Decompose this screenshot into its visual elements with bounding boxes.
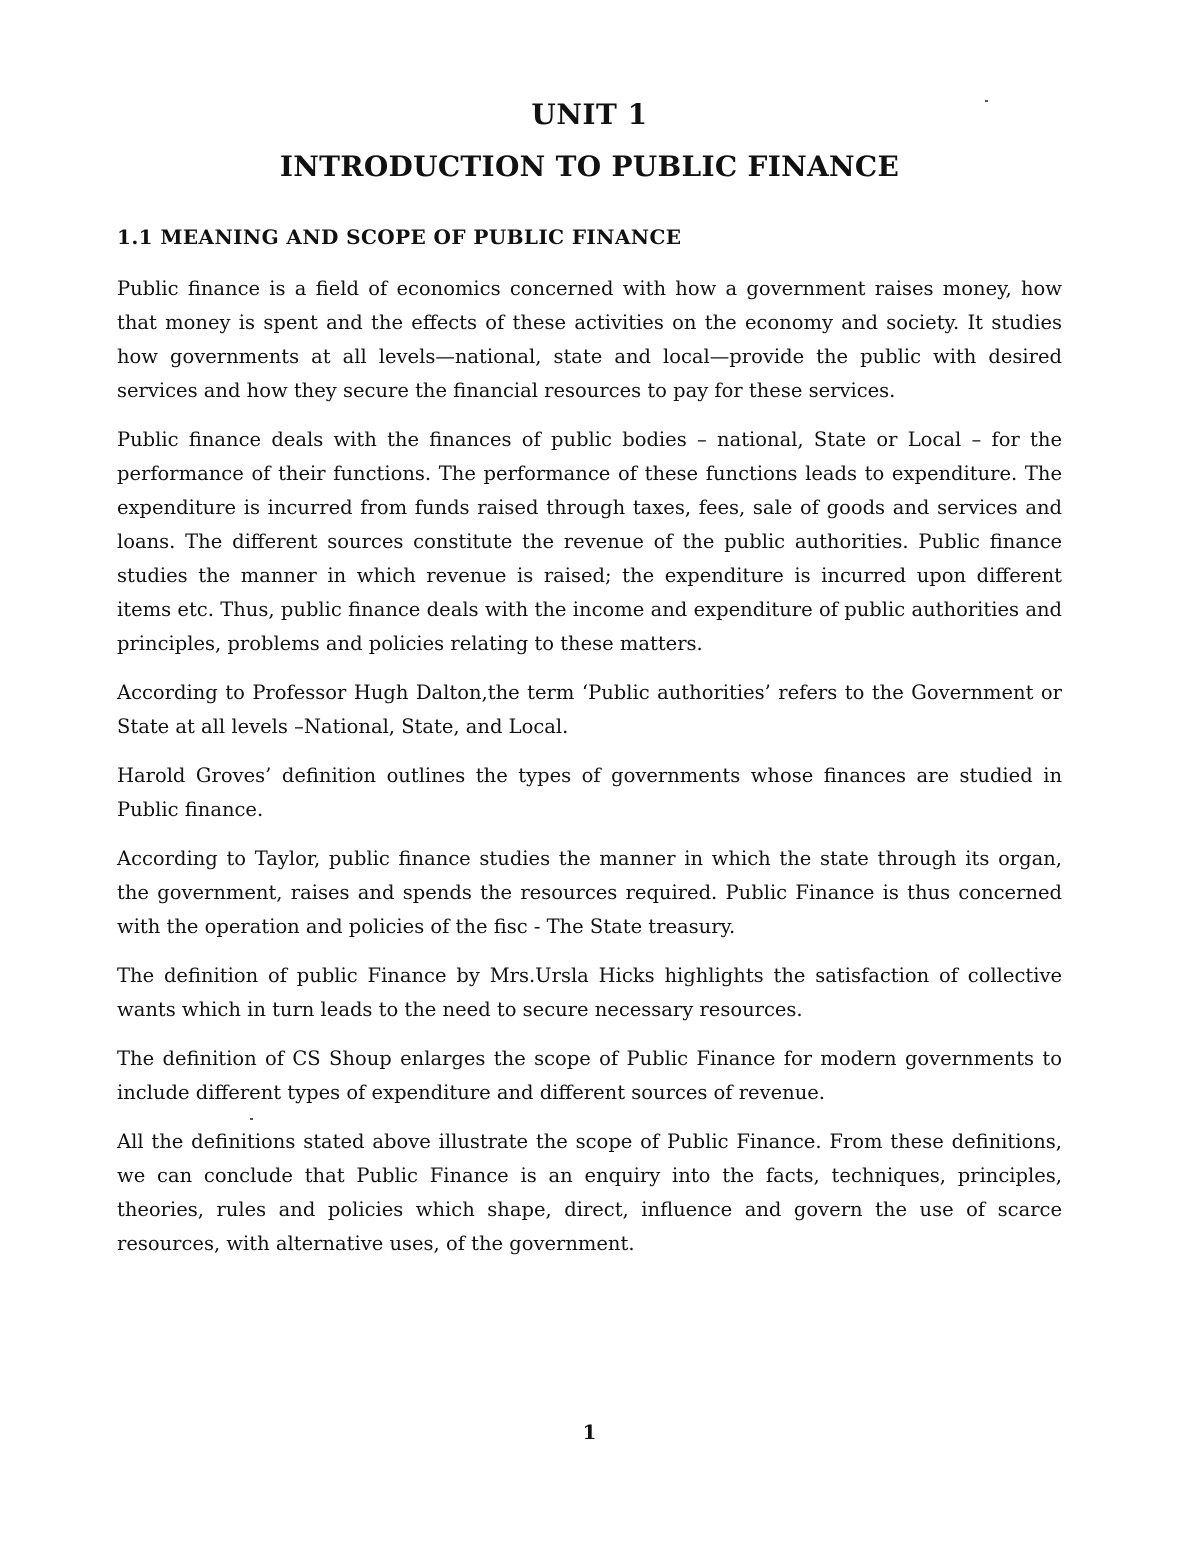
document-page	[117, 0, 1062, 1553]
paragraph-dalton: According to Professor Hugh Dalton,the term ‘Public authorities’ refers to the Government or State at all levels –National, State, and Local.	[117, 681, 1062, 738]
paragraph-groves: Harold Groves’ definition outlines the types of governments whose finances are studied in Public finance.	[117, 764, 1062, 821]
paragraph-definition: Public finance is a field of economics concerned with how a government raises money, how that money is spent and the effects of these activities on the economy and society. It studies how governments at all levels—national, state and local—provide the public with desired services and how they secure the financial resources to pay for these services.	[117, 277, 1062, 402]
section-heading: 1.1 MEANING AND SCOPE OF PUBLIC FINANCE	[117, 225, 682, 249]
paragraph-hicks: The definition of public Finance by Mrs.Ursla Hicks highlights the satisfaction of collective wants which in turn leads to the need to secure necessary resources.	[117, 964, 1062, 1021]
unit-title: UNIT 1	[531, 98, 648, 131]
paragraph-shoup: The definition of CS Shoup enlarges the scope of Public Finance for modern governments to include different types of expenditure and different sources of revenue.	[117, 1047, 1062, 1104]
page-number: 1	[582, 1420, 597, 1444]
paragraph-conclusion: All the definitions stated above illustrate the scope of Public Finance. From these definitions, we can conclude that Public Finance is an enquiry into the facts, techniques, principles, theories, rules and policies which shape, direct, influence and govern the use of scarce resources, with alternative uses, of the government.	[117, 1130, 1062, 1255]
chapter-title: INTRODUCTION TO PUBLIC FINANCE	[279, 150, 900, 183]
paragraph-public-bodies: Public finance deals with the finances of public bodies – national, State or Local – for the performance of their functions. The performance of these functions leads to expenditure. The expenditure is incurred from funds raised through taxes, fees, sale of goods and services and loans. The different sources constitute the revenue of the public authorities. Public finance studies the manner in which revenue is raised; the expenditure is incurred upon different items etc. Thus, public finance deals with the income and expenditure of public authorities and principles, problems and policies relating to these matters.	[117, 428, 1062, 655]
scan-speck	[250, 1118, 253, 1120]
scan-speck	[985, 100, 988, 102]
body-text	[117, 272, 1062, 1276]
paragraph-taylor: According to Taylor, public finance studies the manner in which the state through its organ, the government, raises and spends the resources required. Public Finance is thus concerned with the operation and policies of the fisc - The State treasury.	[117, 847, 1062, 938]
